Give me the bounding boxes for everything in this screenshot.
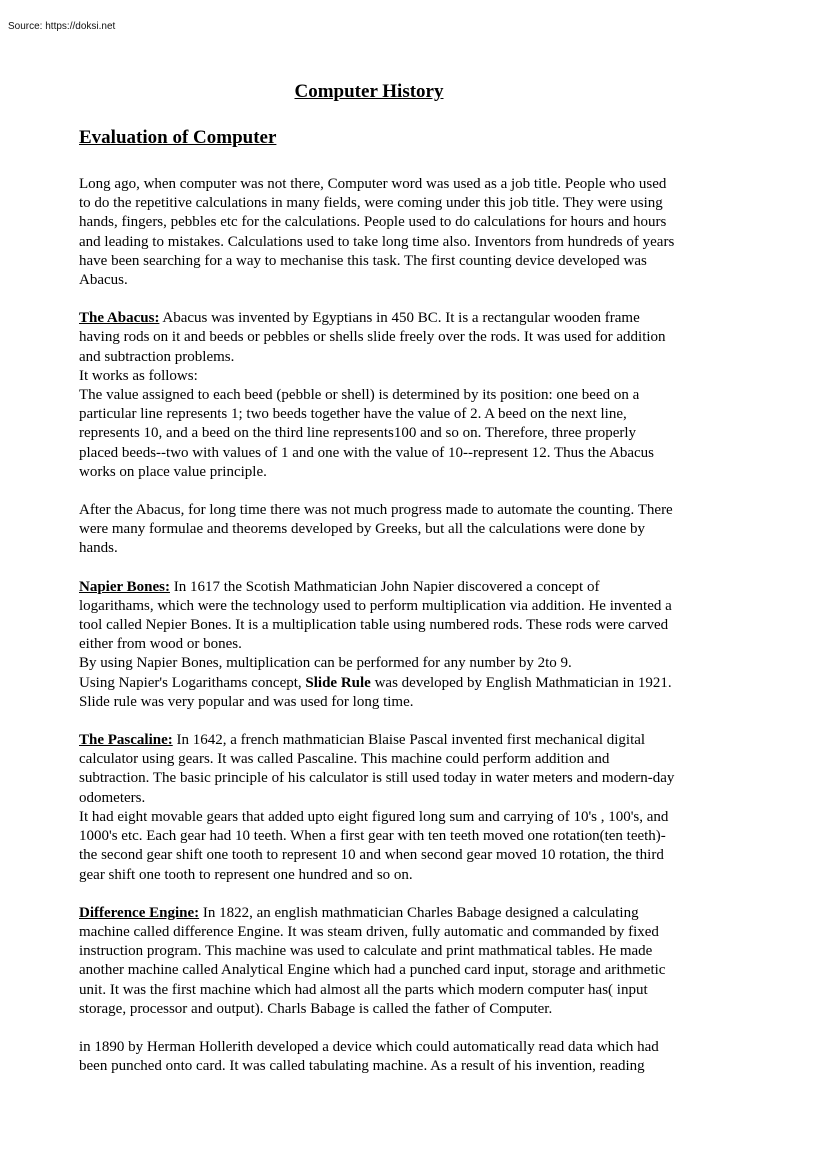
napier-paragraph xyxy=(79,578,759,712)
pascaline-text: In 1642, a french mathmatician Blaise Pascal invented first mechanical digital calculator using gears. It was called Pascaline. This machine could perform addition and subtraction. The basic principle of his calculator is still used today in water meters and modern-day odometers. It had eight movable gears that added upto eight figured long sum and carrying of 10's , 100's, and 1000's etc. Each gear had 10 teeth. When a first gear with ten teeth moved one rotation(ten teeth)- the second gear shift one tooth to represent 10 and when second gear moved 10 rotation, the third gear shift one tooth to represent one hundred and so on. xyxy=(79,732,675,883)
napier-label: Napier Bones: xyxy=(79,578,170,595)
difference-engine-text: In 1822, an english mathmatician Charles Babage designed a calculating machine called difference Engine. It was steam driven, fully automatic and commanded by fixed instruction program. This machine was used to calculate and print mathmatical tables. He made another machine called Analytical Engine which had a punched card input, storage and arithmetic unit. It was the first machine which had almost all the parts which modern computer has( input storage, processor and output). Charls Babage is called the father of Computer. xyxy=(79,904,666,1017)
abacus-paragraph xyxy=(79,309,759,482)
slide-rule-term: Slide Rule xyxy=(305,674,371,691)
pascaline-paragraph xyxy=(79,731,759,885)
napier-text: In 1617 the Scotish Mathmatician John Napier discovered a concept of logarithams, which were the technology used to perform multiplication via addition. He invented a tool called Nepier Bones. It is a multiplication table using numbered rods. These rods were carved either from wood or bones. By using Napier Bones, multiplication can be performed for any number by 2to 9. Using Napier's Logarithams concept, xyxy=(79,578,672,691)
difference-engine-paragraph xyxy=(79,904,759,1019)
hollerith-paragraph: in 1890 by Herman Hollerith developed a device which could automatically read data which had been punched onto card. It was called tabulating machine. As a result of his invention, reading xyxy=(79,1038,659,1075)
document-page xyxy=(79,78,759,1076)
abacus-label: The Abacus: xyxy=(79,310,160,327)
napier-text-after: was developed by English Mathmatician in 1921. Slide rule was very popular and was used for long time. xyxy=(79,674,672,710)
difference-engine-label: Difference Engine: xyxy=(79,904,200,921)
abacus-text: Abacus was invented by Egyptians in 450 BC. It is a rectangular wooden frame having rods on it and beeds or pebbles or shells slide freely over the rods. It was used for addition and subtraction problems. It works as follows: The value assigned to each beed (pebble or shell) is determined by its position: one beed on a particular line represents 1; two beeds together have the value of 2. A beed on the next line, represents 10, and a beed on the third line represents100 and so on. Therefore, three properly placed beeds--two with values of 1 and one with the value of 10--represent 12. Thus the Abacus works on place value principle. xyxy=(79,310,666,480)
section-heading: Evaluation of Computer xyxy=(79,127,277,148)
source-attribution: Source: https://doksi.net xyxy=(8,21,116,32)
pascaline-label: The Pascaline: xyxy=(79,732,173,749)
page-title: Computer History xyxy=(294,81,444,102)
after-abacus-paragraph: After the Abacus, for long time there was not much progress made to automate the counting. There were many formulae and theorems developed by Greeks, but all the calculations were done by hands. xyxy=(79,502,673,557)
intro-paragraph: Long ago, when computer was not there, Computer word was used as a job title. People who used to do the repetitive calculations in many fields, were coming under this job title. They were using hands, fingers, pebbles etc for the calculations. People used to do calculations for hours and hours and leading to mistakes. Calculations used to take long time also. Inventors from hundreds of years have been searching for a way to mechanise this task. The first counting device developed was Abacus. xyxy=(79,176,675,289)
